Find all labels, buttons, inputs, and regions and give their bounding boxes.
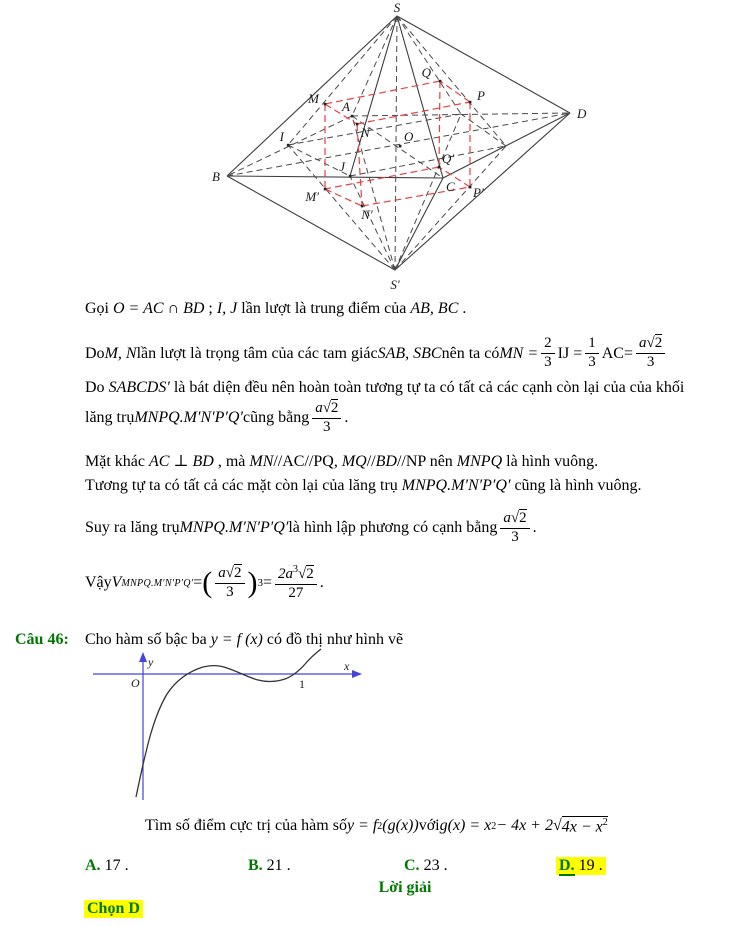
radicand: $4x - x^2$ — [561, 816, 608, 836]
answer-option-c — [404, 857, 448, 875]
answer-key: B. — [248, 857, 263, 874]
solution-line-2 — [85, 331, 668, 376]
math-run: I, J — [216, 300, 238, 317]
fraction-asqrt2-3: $\frac{a√2}{3}$ — [312, 401, 341, 436]
text-run: lần lượt là trọng tâm của các tam giác — [136, 344, 378, 362]
cubic-curve — [136, 649, 321, 797]
math-run: O = AC ∩ BD — [113, 300, 205, 317]
fraction-asqrt2-3: $\frac{a√2}{3}$ — [636, 336, 665, 371]
vertex-label-o: O — [404, 129, 414, 144]
octahedron-figure — [0, 0, 750, 296]
fraction-asqrt2-3: $\frac{a√2}{3}$ — [215, 566, 244, 601]
answer-key: C. — [404, 857, 420, 874]
x-axis-label: x — [344, 659, 350, 673]
vertex-label-i: I — [279, 129, 284, 144]
vertex-label-c: C — [446, 179, 455, 194]
fraction-asqrt2-3: $\frac{a√2}{3}$ — [500, 511, 529, 546]
question-intro: Cho hàm số bậc ba y = f (x) có đồ thị như hình vẽ — [85, 631, 404, 648]
answer-option-b — [248, 857, 291, 875]
vertex-label-n: N — [361, 125, 370, 140]
y-axis-label: y — [148, 655, 154, 669]
math-run: M, N — [104, 344, 137, 362]
answer-value: 21 . — [266, 857, 291, 874]
answer-key: D. — [559, 857, 575, 874]
answer-value: 19 . — [578, 857, 603, 874]
vertex-label-p-prime: P′ — [473, 185, 484, 200]
vertex-label-b: B — [212, 169, 220, 184]
vertex-label-q-prime: Q′ — [442, 151, 455, 166]
radical-sign: √ — [552, 817, 562, 834]
answer-option-a — [85, 857, 129, 875]
octahedron-hidden-edges — [227, 16, 570, 270]
fraction-1-3: $\frac{1}{3}$ — [585, 336, 599, 371]
question-ask: Tìm số điểm cực trị của hàm số y = f 2 (g(x)) với g(x) = x 2 − 4x + 2 √ $4x - x^2$ — [145, 816, 608, 836]
solution-line-3: Do SABCDS′ là bát diện đều nên hoàn toàn tương tự ta có tất cả các cạnh còn lại của của khối — [85, 379, 685, 396]
vertex-label-a: A — [342, 99, 350, 114]
text-run: Do — [85, 344, 105, 362]
math-run: MN = — [499, 344, 539, 362]
math-run: IJ = — [557, 344, 583, 362]
answer-value: 17 . — [104, 857, 129, 874]
vertex-label-s-prime: S′ — [390, 277, 400, 292]
vertex-label-d: D — [577, 106, 587, 121]
solution-heading: Lời giải — [378, 879, 432, 896]
right-paren: ) — [247, 566, 258, 599]
text-run: ; — [204, 300, 217, 317]
question-number: Câu 46: — [15, 631, 69, 648]
answer-option-d-highlighted — [556, 857, 606, 875]
chosen-answer: Chọn D — [84, 900, 143, 918]
cube-exponent: 3 — [257, 577, 264, 589]
cubic-graph — [0, 646, 750, 808]
solution-line-4: lăng trụ MNPQ.M′N′P′Q′ cũng bằng $\frac{a√2}{3}$ . — [85, 399, 349, 435]
x-tick-1: 1 — [299, 677, 305, 691]
vertex-label-p: P — [477, 88, 485, 103]
volume-subscript: MNPQ.M′N′P′Q′ — [121, 577, 194, 589]
answer-value: 23 . — [423, 857, 448, 874]
fraction-2-3: $\frac{2}{3}$ — [541, 336, 555, 371]
vertex-label-n-prime: N′ — [361, 207, 373, 222]
solution-line-8: Vậy V MNPQ.M′N′P′Q′ = ( $\frac{a√2}{3}$ ) 3 = $\frac{2a^3√2}{27}$ . — [85, 563, 324, 601]
vertex-label-s: S — [393, 0, 401, 15]
text-run: nên ta có — [441, 344, 500, 362]
text-run: . — [458, 300, 467, 317]
octahedron-solid-edges — [227, 16, 570, 270]
math-run: AC= — [601, 344, 633, 362]
solution-line-7: Suy ra lăng trụ MNPQ.M′N′P′Q′ là hình lập phương có cạnh bằng $\frac{a√2}{3}$ . — [85, 509, 537, 545]
origin-label: O — [131, 676, 140, 690]
solution-line-5: Mặt khác AC ⊥ BD , mà MN//AC//PQ, MQ//BD//NP nên MNPQ là hình vuông. — [85, 453, 599, 470]
fraction-2a3sqrt2-27: $\frac{2a^3√2}{27}$ — [275, 565, 317, 602]
text-run: Gọi — [85, 300, 113, 317]
math-run: SAB, SBC — [377, 344, 442, 362]
vertex-label-q: Q — [421, 65, 431, 80]
text-run: lần lượt là trung điểm của — [237, 300, 411, 317]
left-paren: ( — [202, 566, 213, 599]
answer-key: A. — [85, 857, 101, 874]
vertex-label-m-prime: M′ — [305, 189, 319, 204]
vertex-label-m: M — [308, 91, 319, 106]
solution-line-6: Tương tự ta có tất cả các mặt còn lại của lăng trụ MNPQ.M′N′P′Q′ cũng là hình vuông. — [85, 477, 642, 494]
math-run: AB, BC — [410, 300, 459, 317]
vertex-label-j: J — [339, 159, 345, 174]
solution-line-1 — [85, 300, 466, 318]
